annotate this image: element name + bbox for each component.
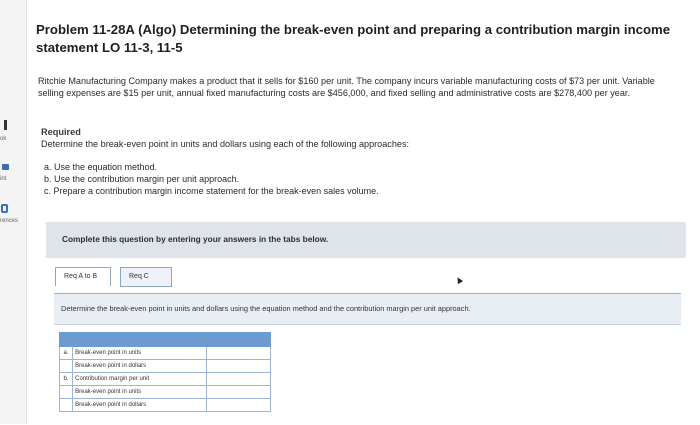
- table-row: [60, 373, 271, 386]
- row-label: Break-even point in dollars: [73, 399, 207, 412]
- table-row: [60, 360, 271, 373]
- sidebar: [0, 0, 27, 424]
- instructions-bar: [46, 222, 686, 258]
- prompt-text: Determine the break-even point in units and dollars using the equation method and the contribution margin per unit approach.: [61, 304, 471, 313]
- print-icon: [2, 164, 9, 170]
- tab-req-a-to-b[interactable]: Req A to B: [55, 267, 111, 287]
- instructions-text: Complete this question by entering your answers in the tabs below.: [62, 234, 329, 244]
- approaches-list: [44, 162, 379, 197]
- row-letter: a.: [60, 347, 73, 360]
- table-row: [60, 386, 271, 399]
- answer-input-bep-units-a[interactable]: [207, 347, 271, 360]
- prompt-bar: [54, 294, 681, 325]
- required-heading: Required: [41, 127, 81, 137]
- row-label: Break-even point in units: [73, 386, 207, 399]
- answer-input-bep-units-b[interactable]: [207, 386, 271, 399]
- sidebar-item-label: rences: [0, 218, 19, 224]
- approach-b: b. Use the contribution margin per unit approach.: [44, 173, 240, 184]
- row-letter: b.: [60, 373, 73, 386]
- answer-table: [59, 332, 271, 412]
- answer-input-cm-per-unit[interactable]: [207, 373, 271, 386]
- table-row: [60, 399, 271, 412]
- approach-a: a. Use the equation method.: [44, 162, 158, 172]
- sidebar-item-label: ok: [0, 136, 7, 142]
- row-label: Break-even point in dollars: [73, 360, 207, 373]
- book-icon: [4, 120, 7, 130]
- approach-c: c. Prepare a contribution margin income statement for the break-even sales volume.: [44, 185, 379, 196]
- tab-bar: [46, 258, 686, 298]
- table-header-row: [60, 333, 271, 347]
- tab-req-c[interactable]: Req C: [120, 267, 172, 287]
- sidebar-item-label: int: [0, 176, 7, 182]
- problem-intro: Ritchie Manufacturing Company makes a product that it sells for $160 per unit. The company incurs variable manufacturing costs of $73 per unit. Variable selling expenses are $15 per unit, annual fixed manufacturing costs are $456,000, and fixed selling and administrative costs are $278,400 per year.: [38, 76, 655, 98]
- row-label: Break-even point in units: [73, 347, 207, 360]
- required-text: Determine the break-even point in units and dollars using each of the following approaches:: [41, 139, 410, 149]
- answer-input-bep-dollars-a[interactable]: [207, 360, 271, 373]
- table-header-cell: [73, 333, 207, 347]
- row-label: Contribution margin per unit: [73, 373, 207, 386]
- table-row: [60, 347, 271, 360]
- row-letter: [60, 360, 73, 373]
- answer-input-bep-dollars-b[interactable]: [207, 399, 271, 412]
- row-letter: [60, 386, 73, 399]
- table-header-cell: [60, 333, 73, 347]
- references-icon: [1, 204, 8, 213]
- row-letter: [60, 399, 73, 412]
- problem-title: Problem 11-28A (Algo) Determining the break-even point and preparing a contribution margin income statement LO 11-3, 11-5: [36, 22, 671, 55]
- mouse-cursor-icon: [455, 276, 463, 284]
- table-header-cell: [207, 333, 271, 347]
